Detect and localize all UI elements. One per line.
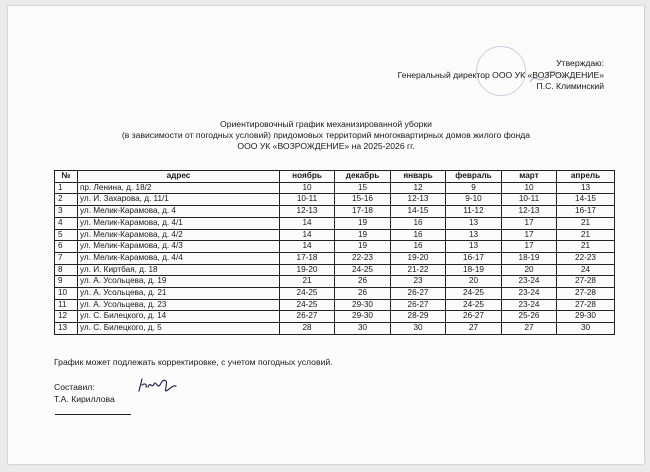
row-date: 30 bbox=[391, 323, 446, 335]
row-date: 21 bbox=[557, 241, 615, 253]
row-date: 20 bbox=[446, 276, 502, 288]
row-date: 10 bbox=[280, 182, 335, 194]
header-december: декабрь bbox=[335, 171, 391, 183]
row-date: 12-13 bbox=[280, 206, 335, 218]
document-page bbox=[8, 6, 644, 464]
row-address: ул. А. Усольцева, д. 23 bbox=[78, 299, 280, 311]
row-date: 25-26 bbox=[502, 311, 557, 323]
header-february: февраль bbox=[446, 171, 502, 183]
row-date: 26-27 bbox=[280, 311, 335, 323]
table-row bbox=[55, 252, 615, 264]
row-number: 1 bbox=[55, 182, 78, 194]
approval-position: Генеральный директор ООО УК «ВОЗРОЖДЕНИЕ» bbox=[397, 69, 604, 80]
row-number: 13 bbox=[55, 323, 78, 335]
row-address: ул. Мелик-Карамова, д. 4/3 bbox=[78, 241, 280, 253]
row-date: 10-11 bbox=[502, 194, 557, 206]
row-date: 21 bbox=[280, 276, 335, 288]
approval-name: П.С. Климинский bbox=[536, 81, 604, 91]
row-date: 16-17 bbox=[446, 252, 502, 264]
table-header-row bbox=[55, 171, 615, 183]
row-date: 18-19 bbox=[502, 252, 557, 264]
row-date: 26-27 bbox=[391, 288, 446, 300]
row-date: 15 bbox=[335, 182, 391, 194]
row-date: 18-19 bbox=[446, 264, 502, 276]
row-date: 26 bbox=[335, 276, 391, 288]
row-date: 30 bbox=[557, 323, 615, 335]
approval-block bbox=[398, 58, 604, 93]
row-date: 14 bbox=[280, 241, 335, 253]
row-date: 21-22 bbox=[391, 264, 446, 276]
row-date: 29-30 bbox=[335, 311, 391, 323]
row-number: 8 bbox=[55, 264, 78, 276]
table-row bbox=[55, 311, 615, 323]
row-date: 10 bbox=[502, 182, 557, 194]
row-number: 4 bbox=[55, 217, 78, 229]
row-date: 15-16 bbox=[335, 194, 391, 206]
header-april: апрель bbox=[557, 171, 615, 183]
header-march: март bbox=[502, 171, 557, 183]
composer-label: Составил: bbox=[54, 382, 95, 392]
table-row bbox=[55, 217, 615, 229]
row-number: 5 bbox=[55, 229, 78, 241]
row-date: 16 bbox=[391, 229, 446, 241]
title-line-3: ООО УК «ВОЗРОЖДЕНИЕ» на 2025-2026 гг. bbox=[237, 141, 415, 151]
row-address: ул. И. Киртбая, д. 18 bbox=[78, 264, 280, 276]
row-address: ул. Мелик-Карамова, д. 4/2 bbox=[78, 229, 280, 241]
header-address: адрес bbox=[78, 171, 280, 183]
row-date: 23-24 bbox=[502, 299, 557, 311]
row-address: ул. С. Билецкого, д. 5 bbox=[78, 323, 280, 335]
table-row bbox=[55, 241, 615, 253]
row-date: 17 bbox=[502, 241, 557, 253]
table-row bbox=[55, 299, 615, 311]
row-date: 17 bbox=[502, 229, 557, 241]
row-date: 9 bbox=[446, 182, 502, 194]
row-date: 12-13 bbox=[502, 206, 557, 218]
row-address: ул. С. Билецкого, д. 14 bbox=[78, 311, 280, 323]
row-number: 10 bbox=[55, 288, 78, 300]
schedule-table bbox=[54, 170, 615, 335]
row-date: 13 bbox=[446, 217, 502, 229]
row-number: 3 bbox=[55, 206, 78, 218]
row-date: 27-28 bbox=[557, 288, 615, 300]
title-line-2: (в зависимости от погодных условий) придомовых территорий многоквартирных домов жилого фонда bbox=[121, 130, 531, 140]
row-date: 21 bbox=[557, 229, 615, 241]
row-date: 19 bbox=[335, 217, 391, 229]
row-date: 16 bbox=[391, 217, 446, 229]
row-date: 14-15 bbox=[391, 206, 446, 218]
row-date: 14 bbox=[280, 217, 335, 229]
row-date: 19-20 bbox=[280, 264, 335, 276]
signature-line bbox=[55, 405, 131, 415]
row-date: 13 bbox=[446, 241, 502, 253]
row-date: 27 bbox=[502, 323, 557, 335]
row-date: 24-25 bbox=[335, 264, 391, 276]
row-date: 24-25 bbox=[446, 288, 502, 300]
composer-block bbox=[54, 381, 131, 415]
composer-name: Т.А. Кириллова bbox=[54, 394, 115, 404]
row-date: 26-27 bbox=[446, 311, 502, 323]
row-date: 23-24 bbox=[502, 288, 557, 300]
row-date: 23 bbox=[391, 276, 446, 288]
header-january: январь bbox=[391, 171, 446, 183]
correction-note: График может подлежать корректировке, с учетом погодных условий. bbox=[54, 357, 333, 367]
row-date: 27-28 bbox=[557, 276, 615, 288]
row-date: 29-30 bbox=[557, 311, 615, 323]
row-date: 12 bbox=[391, 182, 446, 194]
table-row bbox=[55, 323, 615, 335]
row-date: 26 bbox=[335, 288, 391, 300]
header-number: № bbox=[55, 171, 78, 183]
document-title bbox=[8, 119, 644, 152]
row-number: 6 bbox=[55, 241, 78, 253]
row-number: 11 bbox=[55, 299, 78, 311]
row-date: 27-28 bbox=[557, 299, 615, 311]
row-date: 22-23 bbox=[335, 252, 391, 264]
row-date: 24-25 bbox=[446, 299, 502, 311]
row-number: 12 bbox=[55, 311, 78, 323]
row-address: ул. А. Усольцева, д. 21 bbox=[78, 288, 280, 300]
row-number: 2 bbox=[55, 194, 78, 206]
row-date: 20 bbox=[502, 264, 557, 276]
row-date: 17-18 bbox=[335, 206, 391, 218]
row-date: 17-18 bbox=[280, 252, 335, 264]
row-date: 13 bbox=[446, 229, 502, 241]
row-date: 12-13 bbox=[391, 194, 446, 206]
title-line-1: Ориентировочный график механизированной уборки bbox=[220, 119, 432, 129]
row-number: 9 bbox=[55, 276, 78, 288]
table-row bbox=[55, 288, 615, 300]
row-date: 24 bbox=[557, 264, 615, 276]
row-number: 7 bbox=[55, 252, 78, 264]
table-row bbox=[55, 264, 615, 276]
table-row bbox=[55, 206, 615, 218]
signature-icon bbox=[136, 375, 178, 397]
row-date: 27 bbox=[446, 323, 502, 335]
row-date: 23-24 bbox=[502, 276, 557, 288]
row-date: 9-10 bbox=[446, 194, 502, 206]
row-date: 16-17 bbox=[557, 206, 615, 218]
row-address: ул. Мелик-Карамова, д. 4 bbox=[78, 206, 280, 218]
row-date: 11-12 bbox=[446, 206, 502, 218]
row-address: пр. Ленина, д. 18/2 bbox=[78, 182, 280, 194]
table-row bbox=[55, 194, 615, 206]
row-date: 17 bbox=[502, 217, 557, 229]
row-address: ул. И. Захарова, д. 11/1 bbox=[78, 194, 280, 206]
row-date: 10-11 bbox=[280, 194, 335, 206]
row-date: 19 bbox=[335, 241, 391, 253]
row-date: 19-20 bbox=[391, 252, 446, 264]
row-date: 22-23 bbox=[557, 252, 615, 264]
row-date: 13 bbox=[557, 182, 615, 194]
row-date: 14 bbox=[280, 229, 335, 241]
row-date: 26-27 bbox=[391, 299, 446, 311]
row-date: 19 bbox=[335, 229, 391, 241]
row-date: 14-15 bbox=[557, 194, 615, 206]
row-address: ул. Мелик-Карамова, д. 4/1 bbox=[78, 217, 280, 229]
row-date: 24-25 bbox=[280, 299, 335, 311]
table-row bbox=[55, 182, 615, 194]
row-date: 28-29 bbox=[391, 311, 446, 323]
row-date: 28 bbox=[280, 323, 335, 335]
row-date: 21 bbox=[557, 217, 615, 229]
row-address: ул. Мелик-Карамова, д. 4/4 bbox=[78, 252, 280, 264]
header-november: ноябрь bbox=[280, 171, 335, 183]
row-date: 29-30 bbox=[335, 299, 391, 311]
approval-label: Утверждаю: bbox=[556, 58, 604, 68]
row-date: 16 bbox=[391, 241, 446, 253]
row-date: 30 bbox=[335, 323, 391, 335]
row-date: 24-25 bbox=[280, 288, 335, 300]
table-row bbox=[55, 229, 615, 241]
table-row bbox=[55, 276, 615, 288]
row-address: ул. А. Усольцева, д. 19 bbox=[78, 276, 280, 288]
